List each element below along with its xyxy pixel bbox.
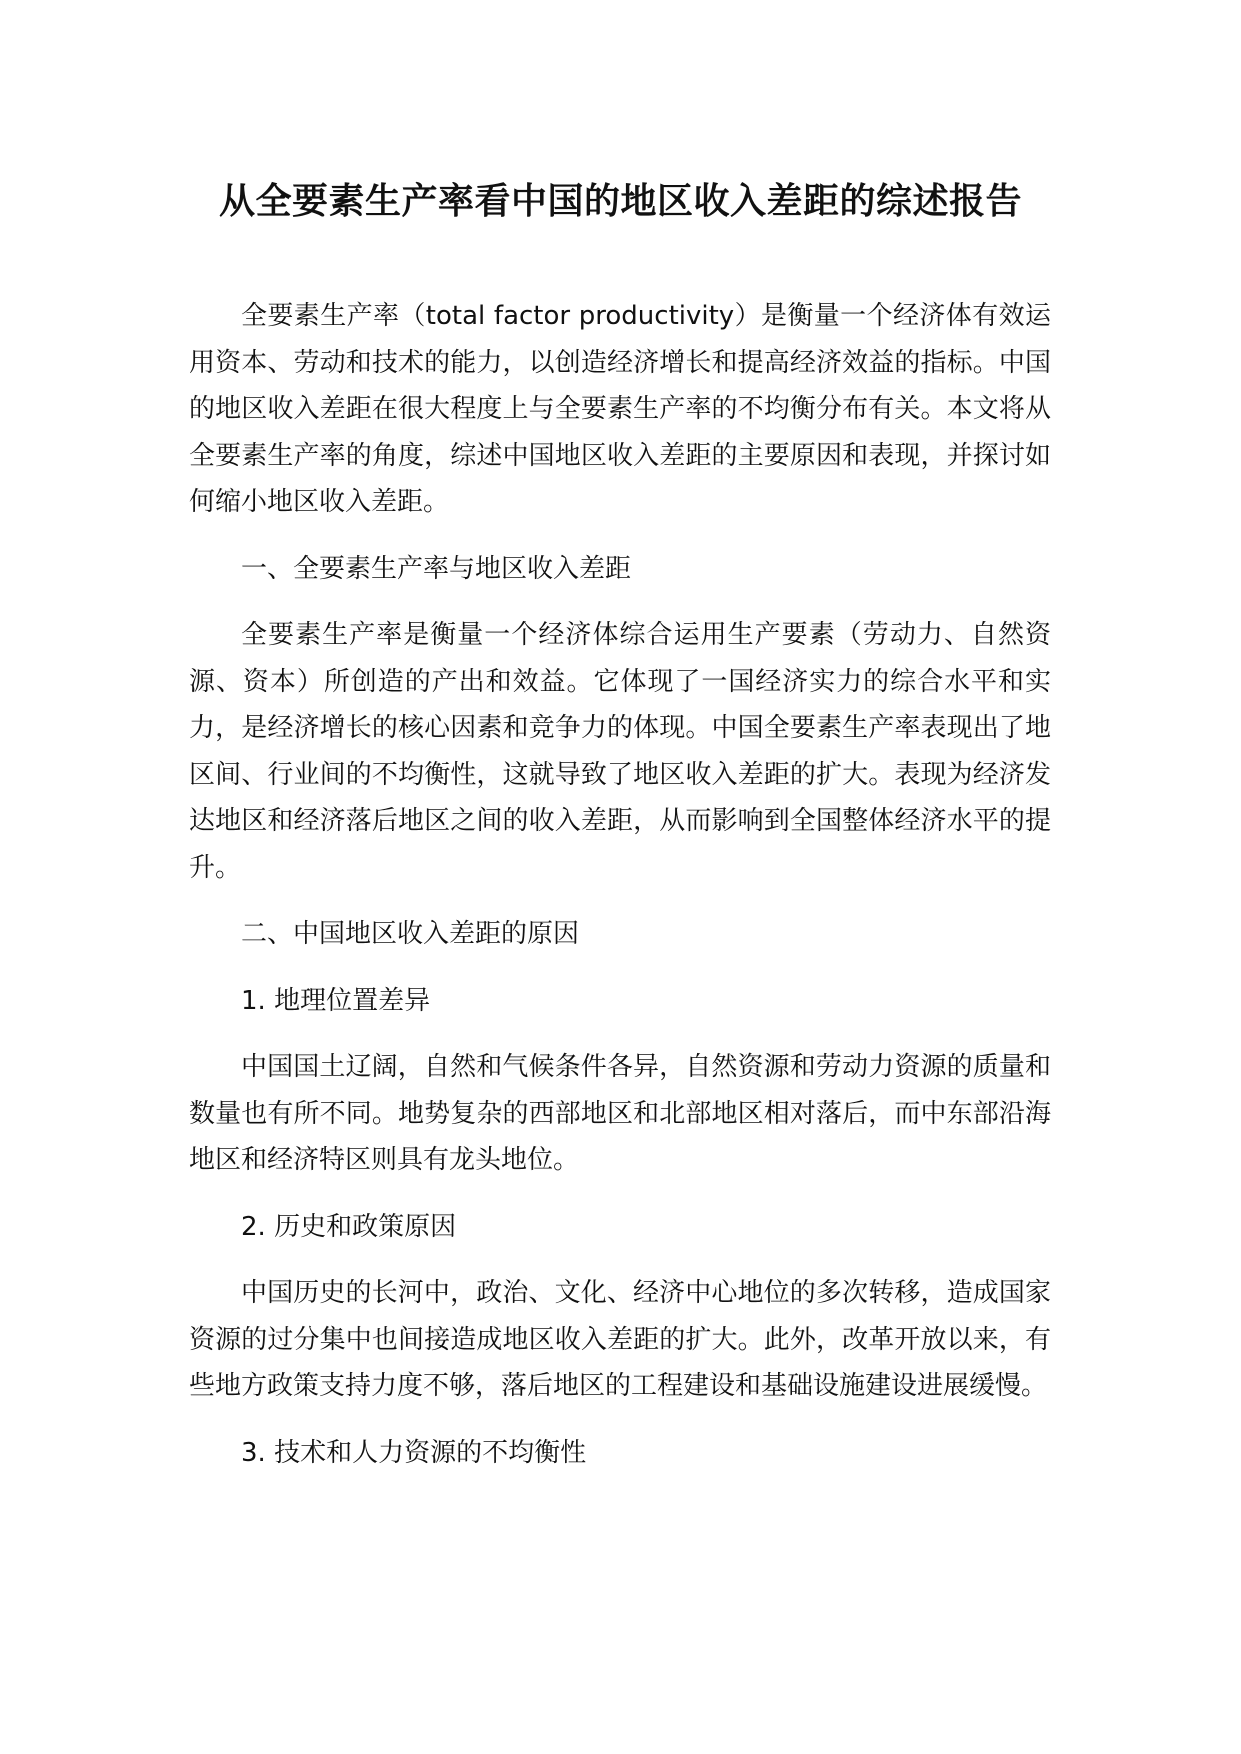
document-title: 从全要素生产率看中国的地区收入差距的综述报告 bbox=[218, 181, 1022, 222]
subsection-heading-history-policy: 2. 历史和政策原因 bbox=[241, 1211, 457, 1242]
history-policy-paragraph: 中国历史的长河中，政治、文化、经济中心地位的多次转移，造成国家资源的过分集中也间接造成地区收入差距的扩大。此外，改革开放以来，有些地方政策支持力度不够，落后地区的工程建设和基础设施建设进展缓慢。 bbox=[189, 1278, 1051, 1401]
subsection-heading-geography: 1. 地理位置差异 bbox=[241, 985, 431, 1016]
section-heading-2: 二、中国地区收入差距的原因 bbox=[241, 919, 580, 949]
intro-paragraph: 全要素生产率（total factor productivity）是衡量一个经济体有效运用资本、劳动和技术的能力，以创造经济增长和提高经济效益的指标。中国的地区收入差距在很大程度上与全要素生产率的不均衡分布有关。本文将从全要素生产率的角度，综述中国地区收入差距的主要原因和表现，并探讨如何缩小地区收入差距。 bbox=[189, 301, 1051, 517]
subsection-heading-technology-human-resources: 3. 技术和人力资源的不均衡性 bbox=[241, 1437, 587, 1468]
section-1-paragraph: 全要素生产率是衡量一个经济体综合运用生产要素（劳动力、自然资源、资本）所创造的产出和效益。它体现了一国经济实力的综合水平和实力，是经济增长的核心因素和竞争力的体现。中国全要素生产率表现出了地区间、行业间的不均衡性，这就导致了地区收入差距的扩大。表现为经济发达地区和经济落后地区之间的收入差距，从而影响到全国整体经济水平的提升。 bbox=[189, 620, 1051, 883]
section-heading-1: 一、全要素生产率与地区收入差距 bbox=[241, 553, 632, 584]
document-body bbox=[189, 293, 1051, 1496]
geography-paragraph: 中国国土辽阔，自然和气候条件各异，自然资源和劳动力资源的质量和数量也有所不同。地势复杂的西部地区和北部地区相对落后，而中东部沿海地区和经济特区则具有龙头地位。 bbox=[189, 1052, 1051, 1175]
